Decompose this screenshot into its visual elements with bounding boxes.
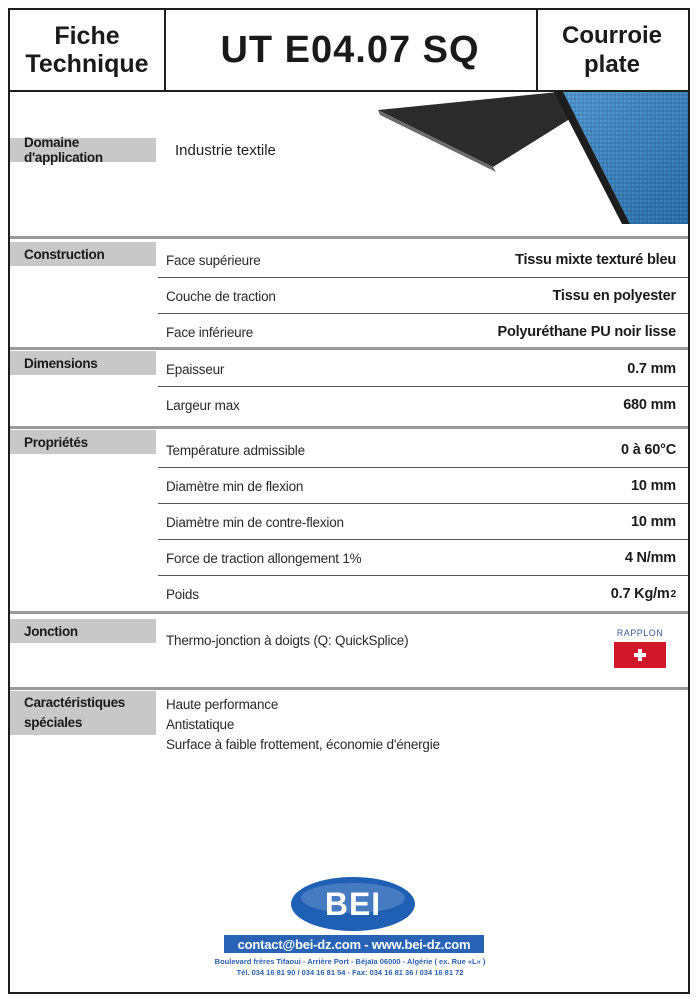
application-value: Industrie textile — [175, 142, 276, 159]
row-value: 0 à 60°C — [621, 442, 676, 458]
special-label-line1: Caractéristiques — [24, 695, 125, 710]
row-key: Face supérieure — [166, 252, 261, 268]
address-text: Boulevard frères Tifaoui - Arrière Port - Béjaïa 06000 - Algérie ( ex. Rue «L» ) — [214, 957, 486, 966]
rapplon-logo-text: RAPPLON — [616, 628, 664, 638]
properties-row — [158, 540, 688, 576]
rapplon-logo — [610, 628, 670, 668]
row-value: Polyuréthane PU noir lisse — [497, 324, 676, 340]
bei-logo-text: BEI — [324, 886, 382, 922]
row-value: Tissu mixte texturé bleu — [515, 252, 676, 268]
row-key: Diamètre min de flexion — [166, 478, 304, 494]
row-value: 4 N/mm — [624, 550, 676, 566]
special-item: Surface à faible frottement, économie d'énergie — [166, 737, 440, 752]
special-label — [10, 691, 156, 735]
row-value: 0.7 mm — [627, 361, 676, 377]
row-value: Tissu en polyester — [552, 288, 676, 304]
application-label: Domaine d'application — [10, 138, 156, 162]
section-divider — [10, 426, 688, 429]
row-key: Largeur max — [166, 397, 240, 413]
section-divider — [10, 611, 688, 614]
properties-row — [158, 576, 688, 612]
product-category — [536, 10, 688, 90]
special-item: Antistatique — [166, 717, 235, 732]
header — [10, 10, 688, 92]
section-divider — [10, 236, 688, 239]
category-line2: plate — [583, 51, 640, 78]
construction-label: Construction — [10, 242, 156, 266]
dimensions-row — [158, 351, 688, 387]
row-key: Face inférieure — [166, 324, 254, 340]
product-code: UT E04.07 SQ — [164, 10, 538, 90]
weight-unit-exponent: 2 — [670, 588, 676, 600]
construction-row — [158, 242, 688, 278]
row-key: Epaisseur — [166, 361, 225, 377]
swiss-flag-icon — [614, 642, 666, 668]
doc-type-line2: Technique — [25, 50, 149, 78]
datasheet-frame — [8, 8, 690, 994]
junction-value: Thermo-jonction à doigts (Q: QuickSplice) — [166, 632, 409, 648]
dimensions-row — [158, 387, 688, 423]
properties-row — [158, 432, 688, 468]
row-value — [611, 576, 676, 612]
dimensions-label: Dimensions — [10, 351, 156, 375]
special-label-line2: spéciales — [24, 715, 83, 730]
row-value: 680 mm — [623, 397, 676, 413]
doc-type-line1: Fiche — [54, 22, 120, 50]
section-divider — [10, 687, 688, 690]
doc-type-title — [10, 10, 166, 90]
weight-value: 0.7 Kg/m — [610, 586, 670, 602]
special-item: Haute performance — [166, 697, 279, 712]
row-key: Température admissible — [166, 442, 305, 458]
construction-row — [158, 314, 688, 350]
row-value: 10 mm — [631, 514, 676, 530]
contact-link[interactable]: contact@bei-dz.com - www.bei-dz.com — [224, 935, 484, 953]
construction-row — [158, 278, 688, 314]
properties-row — [158, 504, 688, 540]
junction-row — [158, 622, 688, 658]
properties-row — [158, 468, 688, 504]
row-key: Poids — [166, 586, 199, 602]
section-divider — [10, 347, 688, 350]
row-key: Couche de traction — [166, 288, 276, 304]
bei-logo — [290, 876, 416, 932]
row-key: Diamètre min de contre-flexion — [166, 514, 344, 530]
belt-sample-image — [368, 92, 688, 232]
special-list — [166, 695, 440, 755]
properties-label: Propriétés — [10, 430, 156, 454]
category-line1: Courroie — [561, 22, 662, 49]
row-value: 10 mm — [631, 478, 676, 494]
row-key: Force de traction allongement 1% — [166, 550, 362, 566]
phone-text: Tél. 034 16 81 90 / 034 16 81 54 - Fax: 034 16 81 36 / 034 16 81 72 — [236, 968, 464, 977]
junction-label: Jonction — [10, 619, 156, 643]
